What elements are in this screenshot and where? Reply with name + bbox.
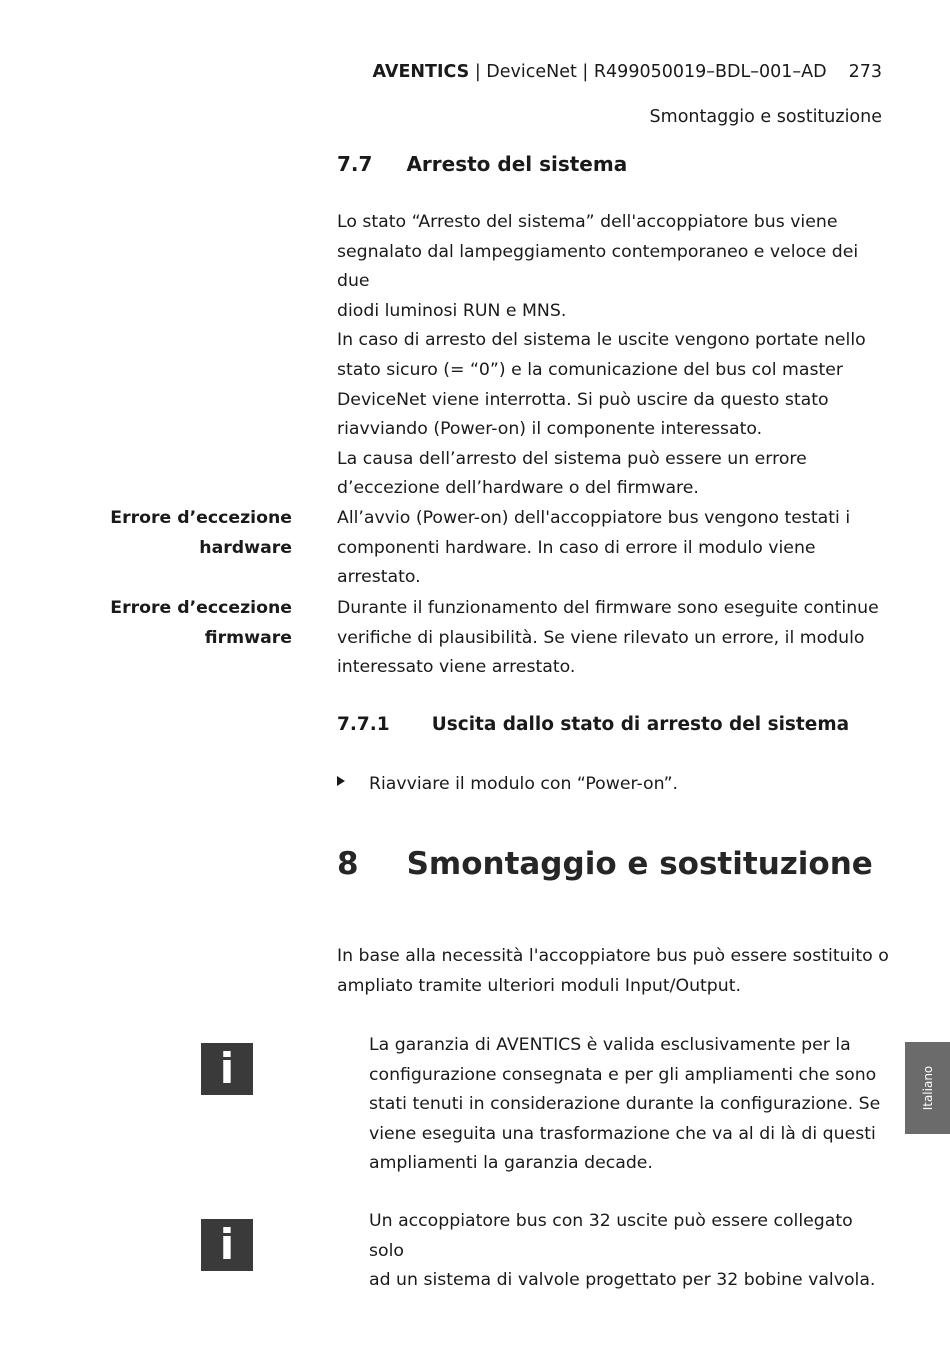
paragraph-line: ampliato tramite ulteriori moduli Input/Output. — [337, 975, 741, 996]
info-icon: i — [201, 1043, 253, 1095]
note-2-body — [369, 1207, 889, 1296]
paragraph-line: stati tenuti in considerazione durante la configurazione. Se — [369, 1094, 881, 1115]
section-7-7-heading — [337, 152, 627, 176]
section-7-7-1-heading — [337, 714, 849, 735]
paragraph-line: componenti hardware. In caso di errore il modulo viene arrestato. — [337, 537, 816, 588]
label-line: Errore d’eccezione — [110, 508, 292, 528]
paragraph-line: Durante il funzionamento del firmware sono eseguite continue — [337, 598, 879, 618]
document-reference: | DeviceNet | R499050019–BDL–001–AD — [469, 62, 827, 82]
section-title: Arresto del sistema — [406, 152, 628, 176]
chapter-title: Smontaggio e sostituzione — [406, 846, 873, 882]
note-1-body — [369, 1031, 889, 1179]
section-7-7-body — [337, 208, 889, 504]
paragraph-line: DeviceNet viene interrotta. Si può uscire da questo stato — [337, 389, 829, 410]
paragraph-line: All’avvio (Power-on) dell'accoppiatore bus vengono testati i — [337, 508, 851, 528]
running-header — [373, 62, 882, 82]
section-title: Uscita dallo stato di arresto del sistema — [431, 714, 850, 735]
info-icon: i — [201, 1219, 253, 1271]
running-section-title: Smontaggio e sostituzione — [649, 107, 882, 127]
paragraph-line: verifiche di plausibilità. Se viene rilevato un errore, il modulo — [337, 627, 865, 648]
paragraph-line: In base alla necessità l'accoppiatore bus può essere sostituito o — [337, 946, 889, 966]
paragraph-line: In caso di arresto del sistema le uscite vengono portate nello — [337, 330, 866, 351]
language-tab — [905, 1042, 950, 1134]
section-number: 7.7 — [337, 152, 373, 176]
paragraph-line: interessato viene arrestato. — [337, 657, 576, 678]
label-line: firmware — [204, 627, 292, 648]
chapter-number: 8 — [337, 846, 359, 882]
paragraph-line: La garanzia di AVENTICS è valida esclusivamente per la — [369, 1035, 851, 1055]
paragraph-line: Lo stato “Arresto del sistema” dell'accoppiatore bus viene — [337, 212, 838, 232]
label-line: Errore d’eccezione — [110, 598, 292, 618]
bullet-triangle-icon — [337, 776, 345, 786]
paragraph-line: diodi luminosi RUN e MNS. — [337, 300, 567, 321]
paragraph-line: configurazione consegnata e per gli ampliamenti che sono — [369, 1064, 877, 1085]
language-tab-label: Italiano — [920, 1065, 935, 1111]
paragraph-line: Un accoppiatore bus con 32 uscite può essere collegato solo — [369, 1211, 853, 1261]
label-line: hardware — [199, 537, 292, 558]
chapter-8-intro — [337, 942, 889, 1001]
paragraph-line: riavviando (Power-on) il componente interessato. — [337, 419, 763, 440]
paragraph-line: ad un sistema di valvole progettato per 32 bobine valvola. — [369, 1270, 876, 1291]
firmware-error-label — [102, 594, 292, 653]
paragraph-line: viene eseguita una trasformazione che va al di là di questi — [369, 1123, 876, 1144]
chapter-8-heading — [337, 846, 873, 882]
action-step: Riavviare il modulo con “Power-on”. — [369, 774, 679, 794]
hardware-error-label — [102, 504, 292, 563]
hardware-error-body — [337, 504, 889, 593]
paragraph-line: segnalato dal lampeggiamento contemporaneo e veloce dei due — [337, 241, 859, 292]
page-number: 273 — [848, 62, 882, 82]
firmware-error-body — [337, 594, 889, 683]
paragraph-line: ampliamenti la garanzia decade. — [369, 1153, 653, 1174]
brand-name: AVENTICS — [372, 62, 470, 82]
section-number: 7.7.1 — [337, 714, 390, 735]
paragraph-line: stato sicuro (= “0”) e la comunicazione del bus col master — [337, 359, 843, 380]
paragraph-line: d’eccezione dell’hardware o del firmware. — [337, 478, 699, 499]
paragraph-line: La causa dell’arresto del sistema può essere un errore — [337, 448, 807, 469]
